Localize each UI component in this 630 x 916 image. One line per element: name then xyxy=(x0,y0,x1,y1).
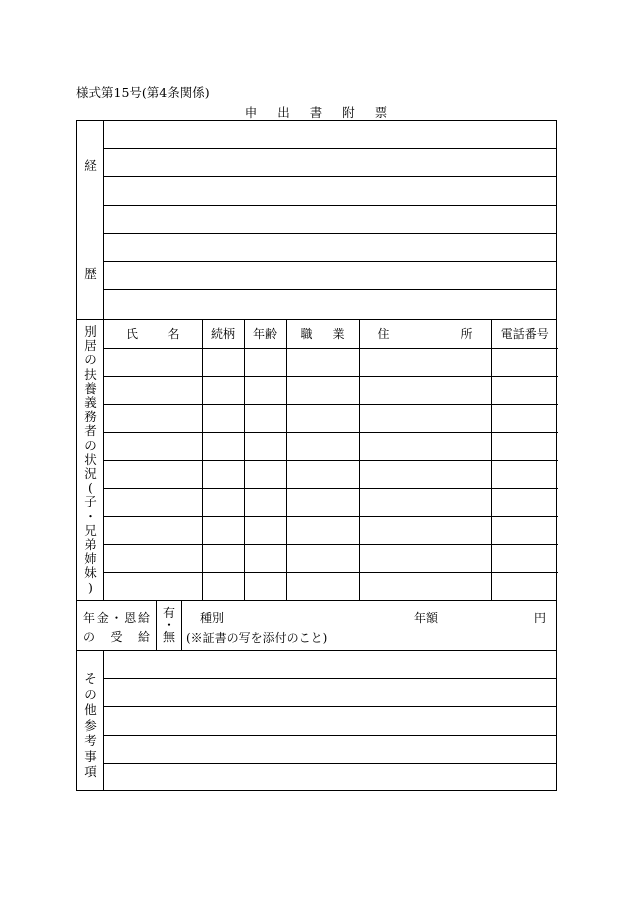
address-cell[interactable] xyxy=(359,348,491,376)
pension-details[interactable] xyxy=(182,601,556,650)
age-cell[interactable] xyxy=(244,488,286,516)
occupation-cell[interactable] xyxy=(286,404,359,432)
remarks-row-line xyxy=(104,678,556,679)
relation-cell[interactable] xyxy=(202,432,244,460)
address-cell[interactable] xyxy=(359,488,491,516)
table-row xyxy=(104,544,558,572)
table-row xyxy=(104,488,558,516)
relation-cell[interactable] xyxy=(202,516,244,544)
age-cell[interactable] xyxy=(244,376,286,404)
career-label-bottom: 歴 xyxy=(84,266,97,281)
career-row-line xyxy=(104,289,556,290)
phone-cell[interactable] xyxy=(491,376,558,404)
occupation-cell[interactable] xyxy=(286,572,359,600)
relation-cell[interactable] xyxy=(202,572,244,600)
address-cell[interactable] xyxy=(359,432,491,460)
form-sheet xyxy=(76,120,557,791)
name-cell[interactable] xyxy=(104,432,202,460)
phone-cell[interactable] xyxy=(491,488,558,516)
name-cell[interactable] xyxy=(104,488,202,516)
relation-cell[interactable] xyxy=(202,544,244,572)
dependents-table xyxy=(104,320,558,600)
age-cell[interactable] xyxy=(244,544,286,572)
header-phone: 電話番号 xyxy=(491,320,558,348)
header-occupation: 職 業 xyxy=(286,320,359,348)
phone-cell[interactable] xyxy=(491,572,558,600)
name-cell[interactable] xyxy=(104,544,202,572)
occupation-cell[interactable] xyxy=(286,348,359,376)
relation-cell[interactable] xyxy=(202,460,244,488)
name-cell[interactable] xyxy=(104,348,202,376)
pension-label: 年 金 ・ 恩 給 の 受 給 xyxy=(77,601,157,650)
remarks-label-text: そ の 他 参 考 事 項 xyxy=(84,671,97,779)
address-cell[interactable] xyxy=(359,544,491,572)
pension-yen-label: 円 xyxy=(533,611,546,625)
career-row-line xyxy=(104,176,556,177)
header-name: 氏 名 xyxy=(104,320,202,348)
career-label xyxy=(77,121,104,319)
address-cell[interactable] xyxy=(359,376,491,404)
occupation-cell[interactable] xyxy=(286,376,359,404)
occupation-cell[interactable] xyxy=(286,516,359,544)
phone-cell[interactable] xyxy=(491,404,558,432)
phone-cell[interactable] xyxy=(491,348,558,376)
career-section xyxy=(77,121,556,319)
pension-kind-label: 種別 xyxy=(200,611,225,625)
header-address: 住 所 xyxy=(359,320,491,348)
table-row xyxy=(104,376,558,404)
career-rows xyxy=(104,121,556,319)
dependents-header-row xyxy=(104,320,558,348)
age-cell[interactable] xyxy=(244,460,286,488)
name-cell[interactable] xyxy=(104,404,202,432)
age-cell[interactable] xyxy=(244,348,286,376)
career-row-line xyxy=(104,205,556,206)
name-cell[interactable] xyxy=(104,516,202,544)
remarks-row-line xyxy=(104,706,556,707)
age-cell[interactable] xyxy=(244,432,286,460)
dependents-table-area xyxy=(104,320,556,600)
header-age: 年齢 xyxy=(244,320,286,348)
form-number: 様式第15号(第4条関係) xyxy=(76,85,210,100)
occupation-cell[interactable] xyxy=(286,460,359,488)
header-relation: 続柄 xyxy=(202,320,244,348)
table-row xyxy=(104,572,558,600)
remarks-row-line xyxy=(104,763,556,764)
relation-cell[interactable] xyxy=(202,404,244,432)
age-cell[interactable] xyxy=(244,516,286,544)
relation-cell[interactable] xyxy=(202,488,244,516)
pension-section xyxy=(77,600,556,651)
occupation-cell[interactable] xyxy=(286,488,359,516)
pension-yes-no[interactable]: 有 ・ 無 xyxy=(157,601,182,650)
relation-cell[interactable] xyxy=(202,376,244,404)
name-cell[interactable] xyxy=(104,376,202,404)
remarks-section xyxy=(77,651,556,790)
table-row xyxy=(104,432,558,460)
address-cell[interactable] xyxy=(359,460,491,488)
pension-note: (※証書の写を添付のこと) xyxy=(186,631,328,645)
remarks-row-line xyxy=(104,735,556,736)
career-row-line xyxy=(104,233,556,234)
phone-cell[interactable] xyxy=(491,516,558,544)
table-row xyxy=(104,460,558,488)
table-row xyxy=(104,404,558,432)
occupation-cell[interactable] xyxy=(286,544,359,572)
relation-cell[interactable] xyxy=(202,348,244,376)
career-row-line xyxy=(104,261,556,262)
occupation-cell[interactable] xyxy=(286,432,359,460)
age-cell[interactable] xyxy=(244,404,286,432)
phone-cell[interactable] xyxy=(491,432,558,460)
address-cell[interactable] xyxy=(359,572,491,600)
dependents-label xyxy=(77,320,104,600)
phone-cell[interactable] xyxy=(491,460,558,488)
age-cell[interactable] xyxy=(244,572,286,600)
form-title: 申出書附票 xyxy=(244,105,408,120)
remarks-label xyxy=(77,651,104,790)
career-label-top: 経 xyxy=(84,158,97,173)
remarks-rows[interactable] xyxy=(104,651,556,790)
phone-cell[interactable] xyxy=(491,544,558,572)
dependents-section xyxy=(77,319,556,600)
name-cell[interactable] xyxy=(104,572,202,600)
dependents-label-text: 別 居 の 扶 養 義 務 者 の 状 況 ( 子 ・ 兄 弟 姉 妹 ) xyxy=(84,324,97,595)
table-row xyxy=(104,516,558,544)
table-row xyxy=(104,348,558,376)
name-cell[interactable] xyxy=(104,460,202,488)
address-cell[interactable] xyxy=(359,516,491,544)
pension-amount-label: 年額 xyxy=(414,611,439,625)
career-row-line xyxy=(104,148,556,149)
address-cell[interactable] xyxy=(359,404,491,432)
